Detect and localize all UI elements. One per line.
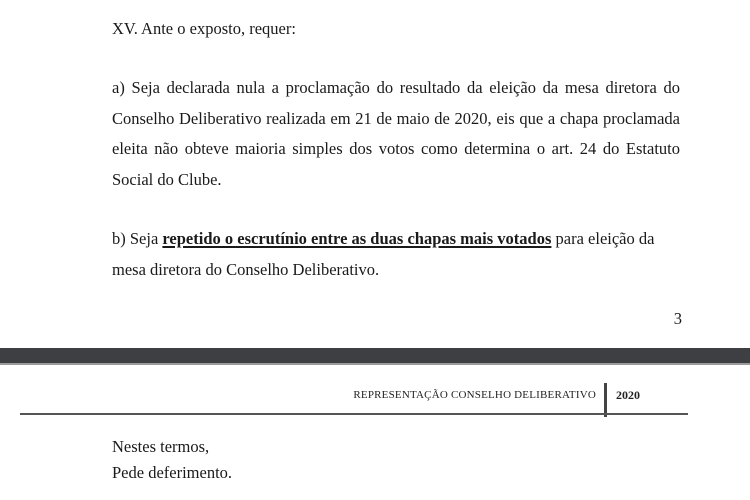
page-break-shadow (0, 363, 750, 365)
closing-line-2: Pede deferimento. (112, 463, 233, 482)
page-break-separator (0, 348, 750, 363)
header-year: 2020 (616, 388, 640, 402)
request-item-a: a) Seja declarada nula a proclamação do resultado da eleição da mesa diretora do Conselho Deliberativo realizada em 21 de maio de 2020, eis que a chapa proclamada eleita não obteve maioria simples dos votos como determina o art. 24 do Estatuto Social do Clube. (112, 78, 680, 189)
document-header (20, 383, 688, 415)
section-heading: XV. Ante o exposto, requer: (112, 19, 296, 38)
request-item-b-prefix: b) Seja (112, 229, 163, 248)
header-rule (20, 413, 688, 415)
request-item-b (112, 224, 680, 285)
request-item-b-emphasis: repetido o escrutínio entre as duas chapas mais votados (162, 229, 552, 248)
header-separator (604, 383, 607, 417)
request-item-b-suffix: para eleição da mesa diretora do Conselho Deliberativo. (112, 229, 655, 279)
closing-line-1: Nestes termos, (112, 437, 210, 456)
header-title: REPRESENTAÇÃO CONSELHO DELIBERATIVO (353, 389, 596, 401)
page-number: 3 (673, 309, 682, 328)
